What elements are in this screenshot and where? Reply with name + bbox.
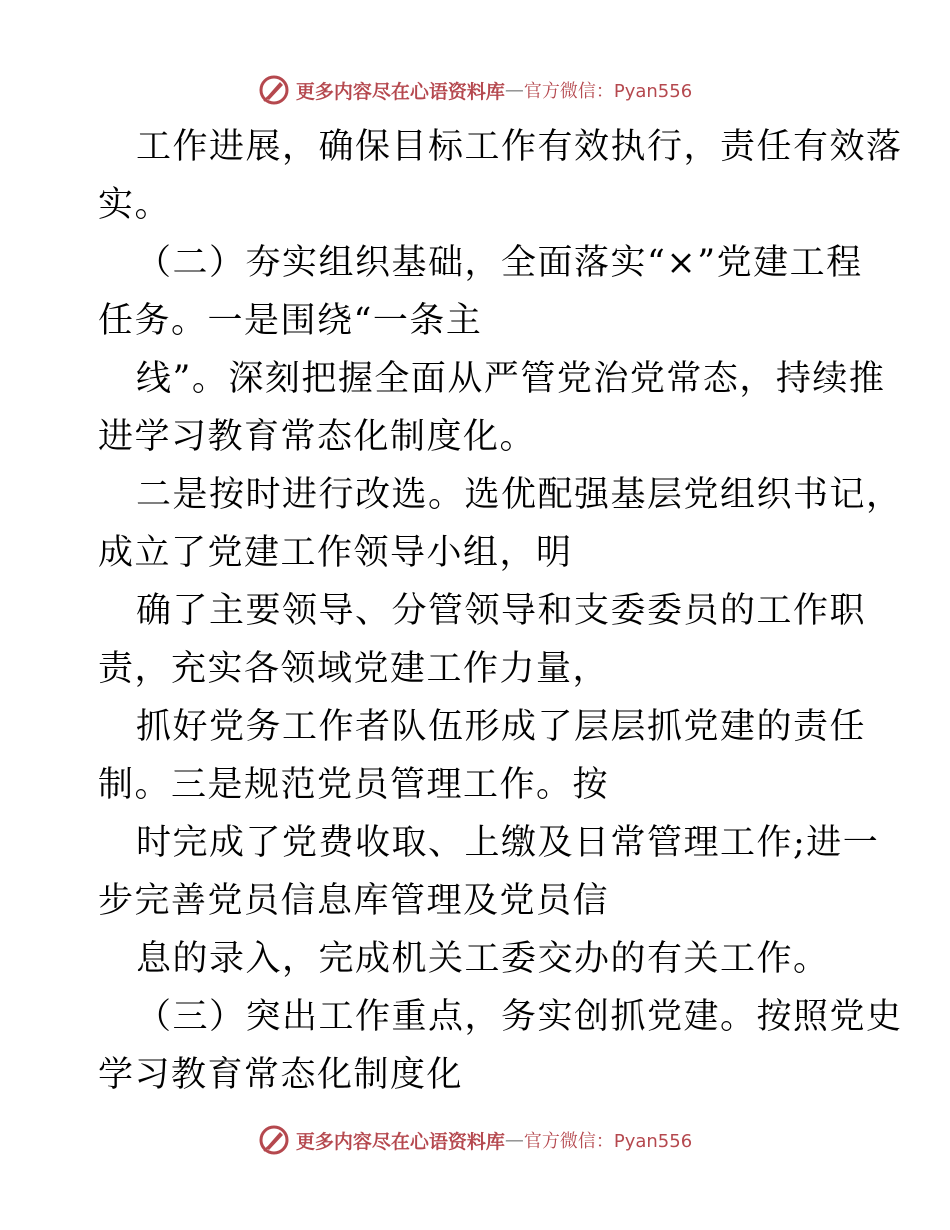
text-line: 线”。深刻把握全面从严管党治党常态，持续推 [136, 359, 886, 399]
text-line: 抓好党务工作者队伍形成了层层抓党建的责任 [136, 707, 867, 747]
watermark-dash: — [504, 1129, 524, 1151]
watermark-sub-text: 官方微信：Pyan556 [523, 81, 693, 102]
watermark-sub-text: 官方微信：Pyan556 [523, 1131, 693, 1152]
quill-logo-icon [258, 1124, 290, 1156]
text-line: 确了主要领导、分管领导和支委委员的工作职 [136, 591, 867, 631]
document-body [98, 118, 903, 1104]
text-line: 责，充实各领域党建工作力量， [98, 649, 610, 689]
text-line: 二是按时进行改选。选优配强基层党组织书记， [136, 475, 903, 515]
text-line: 成立了党建工作领导小组，明 [98, 533, 573, 573]
watermark-dash: — [504, 79, 524, 101]
text-line: 学习教育常态化制度化 [98, 1055, 464, 1095]
quill-logo-icon [258, 74, 290, 106]
text-line: （二）夯实组织基础，全面落实“×”党建工程 [136, 243, 863, 283]
text-line: （三）突出工作重点，务实创抓党建。按照党史 [136, 997, 903, 1037]
text-line: 息的录入，完成机关工委交办的有关工作。 [136, 939, 830, 979]
text-line: 实。 [98, 185, 172, 225]
text-line: 工作进展，确保目标工作有效执行，责任有效落 [136, 127, 903, 167]
watermark-main-text: 更多内容尽在心语资料库 [295, 80, 505, 103]
text-line: 时完成了党费收取、上缴及日常管理工作;进一 [136, 823, 880, 863]
text-line: 步完善党员信息库管理及党员信 [98, 881, 610, 921]
watermark-main-text: 更多内容尽在心语资料库 [295, 1130, 505, 1153]
text-line: 任务。一是围绕“一条主 [98, 301, 483, 341]
header-watermark [0, 72, 950, 108]
text-line: 制。三是规范党员管理工作。按 [98, 765, 610, 805]
footer-watermark [0, 1122, 950, 1158]
text-line: 进学习教育常态化制度化。 [98, 417, 537, 457]
